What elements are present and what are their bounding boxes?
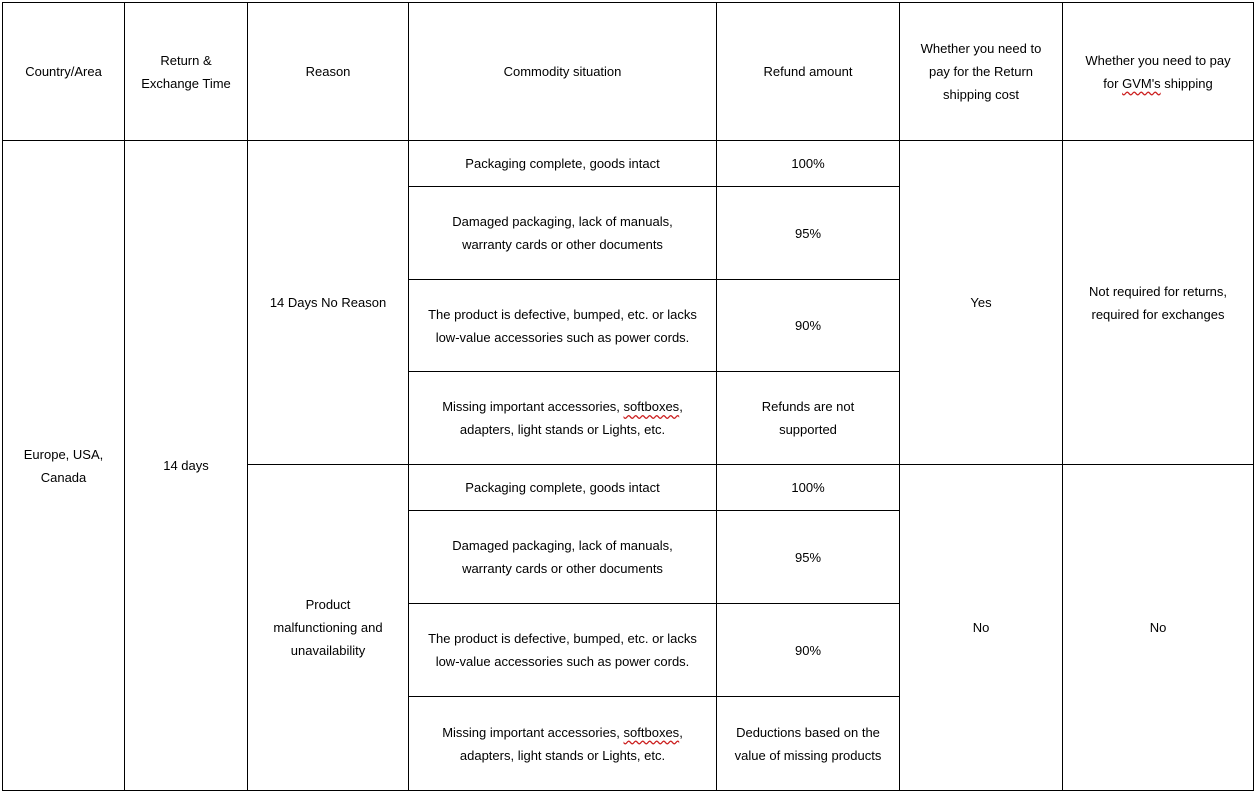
refund-cell: 95% xyxy=(717,511,900,604)
header-commodity: Commodity situation xyxy=(409,3,717,141)
refund-cell: 90% xyxy=(717,280,900,372)
header-return-shipping: Whether you need to pay for the Return shipping cost xyxy=(900,3,1063,141)
commodity-cell: Missing important accessories, softboxes, adapters, light stands or Lights, etc. xyxy=(409,372,717,465)
commodity-cell: Packaging complete, goods intact xyxy=(409,141,717,187)
gvm-shipping-cell: No xyxy=(1063,465,1254,791)
header-exchange-time: Return & Exchange Time xyxy=(125,3,248,141)
reason-cell: 14 Days No Reason xyxy=(248,141,409,465)
refund-cell: 90% xyxy=(717,604,900,697)
table-row xyxy=(3,141,1254,187)
refund-cell: 100% xyxy=(717,465,900,511)
country-cell: Europe, USA, Canada xyxy=(3,141,125,791)
commodity-cell: The product is defective, bumped, etc. or lacks low-value accessories such as power cords. xyxy=(409,280,717,372)
header-country: Country/Area xyxy=(3,3,125,141)
commodity-cell: Missing important accessories, softboxes, adapters, light stands or Lights, etc. xyxy=(409,697,717,791)
spellcheck-underline: softboxes xyxy=(623,399,680,414)
return-policy-table xyxy=(2,2,1254,791)
return-shipping-cell: Yes xyxy=(900,141,1063,465)
gvm-shipping-cell: Not required for returns, required for exchanges xyxy=(1063,141,1254,465)
header-gvm-shipping: Whether you need to pay for GVM's shipping xyxy=(1063,3,1254,141)
header-gvm-shipping-line2: for GVM's shipping xyxy=(1103,75,1213,91)
refund-cell: 100% xyxy=(717,141,900,187)
return-shipping-cell: No xyxy=(900,465,1063,791)
commodity-cell: Packaging complete, goods intact xyxy=(409,465,717,511)
header-reason: Reason xyxy=(248,3,409,141)
reason-cell: Product malfunctioning and unavailability xyxy=(248,465,409,791)
header-refund: Refund amount xyxy=(717,3,900,141)
spellcheck-underline: softboxes xyxy=(623,724,680,740)
commodity-cell: Damaged packaging, lack of manuals, warranty cards or other documents xyxy=(409,187,717,280)
commodity-cell: The product is defective, bumped, etc. or lacks low-value accessories such as power cords. xyxy=(409,604,717,697)
refund-cell: Deductions based on the value of missing products xyxy=(717,697,900,791)
spellcheck-underline: GVM's xyxy=(1122,75,1161,91)
refund-cell: Refunds are not supported xyxy=(717,372,900,465)
commodity-cell: Damaged packaging, lack of manuals, warranty cards or other documents xyxy=(409,511,717,604)
refund-cell: 95% xyxy=(717,187,900,280)
time-cell: 14 days xyxy=(125,141,248,791)
header-row xyxy=(3,3,1254,141)
